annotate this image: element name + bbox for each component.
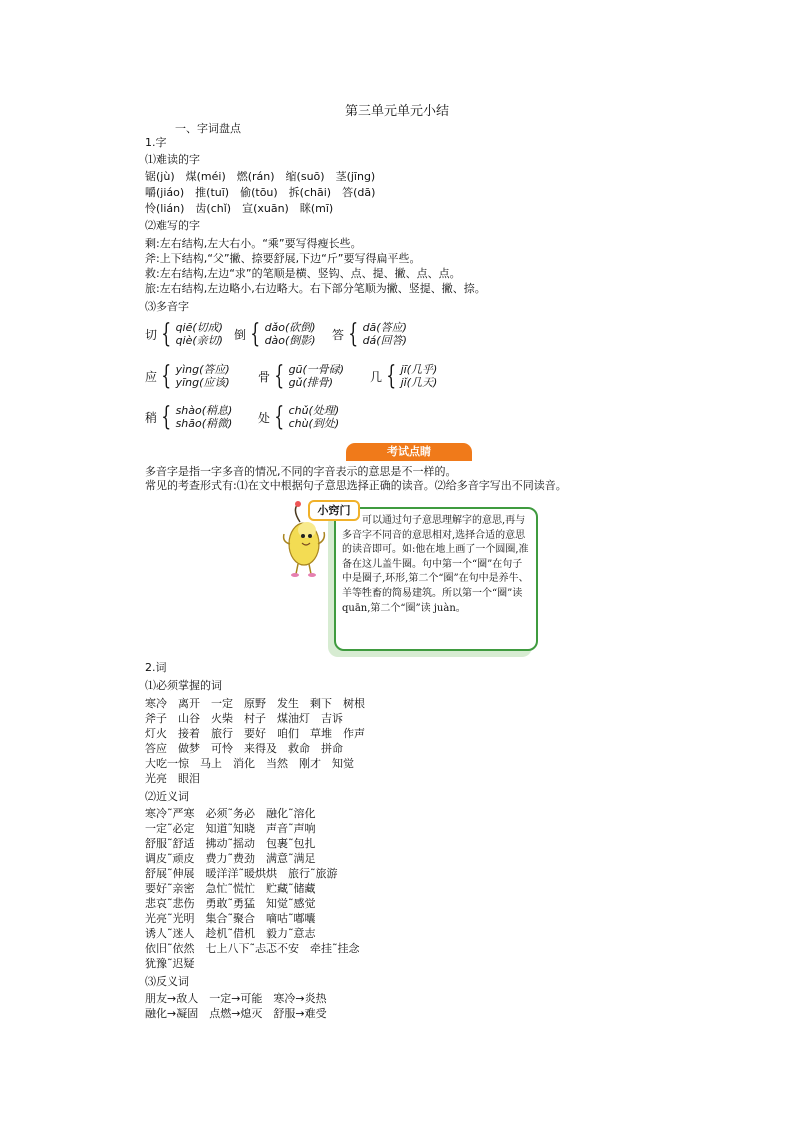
subheading-hard-to-write: ⑵难写的字 bbox=[145, 219, 200, 232]
subheading-antonyms: ⑶反义词 bbox=[145, 975, 189, 988]
polyphone-entry: 骨 { gū(一骨碌) gǔ(排骨) bbox=[258, 361, 345, 391]
hard-read-line: 怜(lián) 齿(chǐ) 宣(xuān) 眯(mī) bbox=[145, 202, 334, 215]
word-line: 灯火 接着 旅行 要好 咱们 草堆 作声 bbox=[145, 727, 365, 740]
reading: jǐ(几天) bbox=[400, 376, 438, 389]
hard-read-line: 锯(jù) 煤(méi) 燃(rán) 缩(suō) 茎(jīng) bbox=[145, 170, 376, 183]
reading: yīng(应该) bbox=[175, 376, 230, 389]
antonym-line: 朋友→敌人 一定→可能 寒冷→炎热 bbox=[145, 992, 327, 1005]
synonym-line: 光亮˜光明 集合˜聚合 嘀咕˜嘟囔 bbox=[145, 912, 316, 925]
subheading-hard-to-read: ⑴难读的字 bbox=[145, 153, 200, 166]
reading: jī(几乎) bbox=[400, 363, 438, 376]
polyphone-entry: 应 { yìng(答应) yīng(应该) bbox=[145, 361, 230, 391]
synonym-line: 舒服˜舒适 拂动˜摇动 包裹˜包扎 bbox=[145, 837, 316, 850]
hard-write-line: 剩:左右结构,左大右小。“乘”要写得瘦长些。 bbox=[145, 237, 362, 250]
polyphone-char: 应 bbox=[145, 369, 158, 384]
synonym-line: 诱人˜迷人 趁机˜借机 毅力˜意志 bbox=[145, 927, 316, 940]
reading: chù(到处) bbox=[288, 417, 340, 430]
subheading-synonyms: ⑵近义词 bbox=[145, 790, 189, 803]
banner-rule bbox=[346, 459, 472, 461]
polyphone-entry: 处 { chǔ(处理) chù(到处) bbox=[258, 402, 340, 432]
reading: dá(回答) bbox=[362, 334, 407, 347]
hard-write-line: 旅:左右结构,左边略小,右边略大。右下部分笔顺为撇、竖提、撇、捺。 bbox=[145, 282, 486, 295]
polyphone-char: 答 bbox=[332, 327, 345, 342]
word-line: 斧子 山谷 火柴 村子 煤油灯 吉诉 bbox=[145, 712, 343, 725]
polyphone-char: 骨 bbox=[258, 369, 271, 384]
reading: shào(稍息) bbox=[175, 404, 233, 417]
subheading-polyphones: ⑶多音字 bbox=[145, 300, 189, 313]
synonym-line: 舒展˜伸展 暖洋洋˜暖烘烘 旅行˜旅游 bbox=[145, 867, 338, 880]
word-line: 答应 做梦 可怜 来得及 救命 拼命 bbox=[145, 742, 343, 755]
reading: dā(答应) bbox=[362, 321, 407, 334]
polyphone-entry: 切 { qiē(切成) qiè(亲切) bbox=[145, 319, 223, 349]
polyphone-char: 几 bbox=[370, 369, 383, 384]
reading: yìng(答应) bbox=[175, 363, 230, 376]
polyphone-char: 处 bbox=[258, 410, 271, 425]
reading: dào(倒影) bbox=[264, 334, 316, 347]
page-title: 第三单元单元小结 bbox=[344, 104, 449, 119]
reading: shāo(稍微) bbox=[175, 417, 233, 430]
polyphone-char: 稍 bbox=[145, 410, 158, 425]
polyphone-entry: 倒 { dǎo(砍倒) dào(倒影) bbox=[234, 319, 316, 349]
exam-text-line: 多音字是指一字多音的情况,不同的字音表示的意思是不一样的。 bbox=[145, 465, 457, 478]
synonym-line: 犹豫˜迟疑 bbox=[145, 957, 195, 970]
section-heading: 一、字词盘点 bbox=[175, 122, 241, 135]
exam-tip-banner: 考试点睛 bbox=[346, 443, 472, 460]
hard-write-line: 救:左右结构,左边“求”的笔顺是横、竖钩、点、提、撇、点、点。 bbox=[145, 267, 461, 280]
polyphone-char: 倒 bbox=[234, 327, 247, 342]
tip-text: 可以通过句子意思理解字的意思,再与多音字不同音的意思相对,选择合适的意思的读音即可。如:他在地上画了一个圆圈,准备在这儿盖牛圈。句中第一个“圈”在句子中是圈子,环形,第二个“圈”在句中是养牛、羊等牲畜的简易建筑。所以第一个“圈”读 quān,第二个“圈”读 juàn。 bbox=[342, 515, 529, 614]
synonym-line: 调皮˜顽皮 费力˜费劲 满意˜满足 bbox=[145, 852, 316, 865]
polyphone-entry: 稍 { shào(稍息) shāo(稍微) bbox=[145, 402, 233, 432]
tip-label: 小窍门 bbox=[308, 500, 360, 521]
synonym-line: 一定˜必定 知道˜知晓 声音˜声响 bbox=[145, 822, 316, 835]
reading: gū(一骨碌) bbox=[288, 363, 345, 376]
subheading-must-know: ⑴必须掌握的词 bbox=[145, 679, 222, 692]
reading: gǔ(排骨) bbox=[288, 376, 334, 389]
antonym-line: 融化→凝固 点燃→熄灭 舒服→难受 bbox=[145, 1007, 327, 1020]
word-line: 寒冷 离开 一定 原野 发生 剩下 树根 bbox=[145, 697, 365, 710]
reading: dǎo(砍倒) bbox=[264, 321, 316, 334]
part-heading-characters: 1.字 bbox=[145, 136, 167, 149]
hard-write-line: 斧:上下结构,“父”撇、捺要舒展,下边“斤”要写得扁平些。 bbox=[145, 252, 421, 265]
synonym-line: 悲哀˜悲伤 勇敢˜勇猛 知觉˜感觉 bbox=[145, 897, 316, 910]
word-line: 光亮 眼泪 bbox=[145, 772, 200, 785]
exam-text-line: 常见的考查形式有:⑴在文中根据句子意思选择正确的读音。⑵给多音字写出不同读音。 bbox=[145, 479, 567, 492]
reading: chǔ(处理) bbox=[288, 404, 340, 417]
part-heading-words: 2.词 bbox=[145, 661, 167, 674]
synonym-line: 寒冷˜严寒 必须˜务必 融化˜溶化 bbox=[145, 807, 316, 820]
polyphone-char: 切 bbox=[145, 327, 158, 342]
hard-read-line: 嚼(jiáo) 推(tuī) 偷(tōu) 拆(chāi) 答(dā) bbox=[145, 186, 376, 199]
polyphone-entry: 答 { dā(答应) dá(回答) bbox=[332, 319, 407, 349]
synonym-line: 依旧˜依然 七上八下˜忐忑不安 牵挂˜挂念 bbox=[145, 942, 360, 955]
word-line: 大吃一惊 马上 消化 当然 刚才 知觉 bbox=[145, 757, 354, 770]
synonym-line: 要好˜亲密 急忙˜慌忙 贮藏˜储藏 bbox=[145, 882, 316, 895]
polyphone-entry: 几 { jī(几乎) jǐ(几天) bbox=[370, 361, 438, 391]
reading: qiè(亲切) bbox=[175, 334, 223, 347]
reading: qiē(切成) bbox=[175, 321, 223, 334]
